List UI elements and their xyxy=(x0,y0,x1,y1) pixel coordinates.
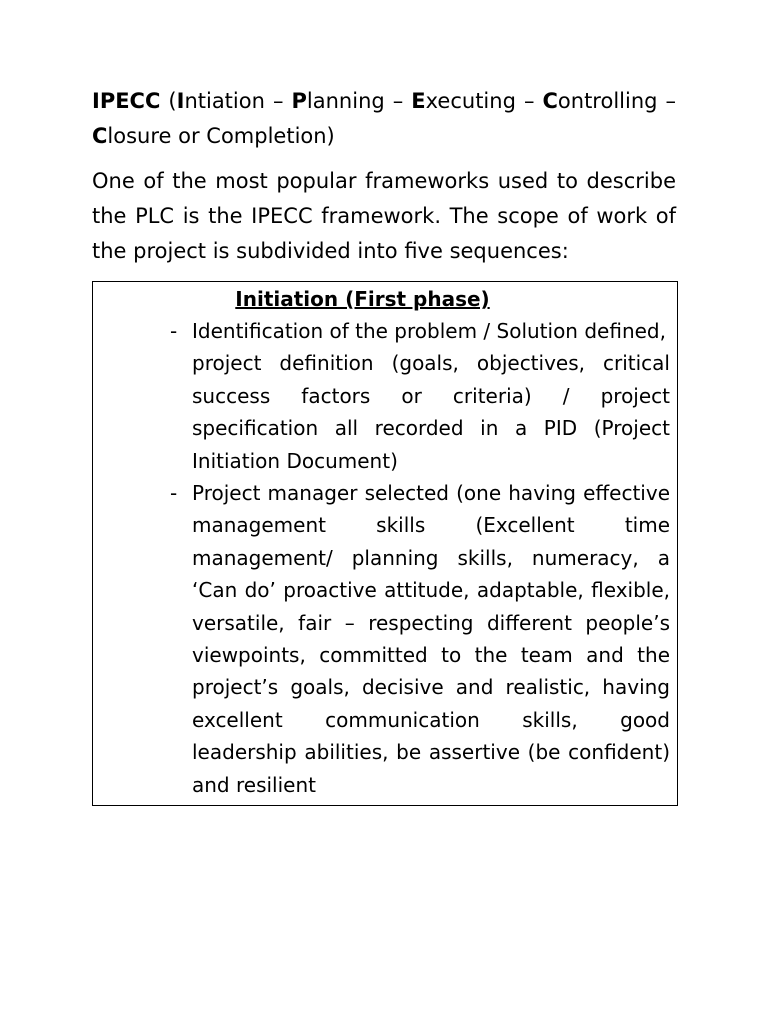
acronym: IPECC xyxy=(92,89,161,113)
phase-controlling: ontrolling xyxy=(557,89,658,113)
bullet-list xyxy=(100,315,670,801)
document-page xyxy=(92,84,676,806)
box-title: Initiation (First phase) xyxy=(235,287,490,311)
separator: – xyxy=(384,89,412,113)
list-item xyxy=(170,477,670,801)
dash-marker: - xyxy=(170,481,178,506)
phase-closure: losure or Completion) xyxy=(107,124,335,148)
letter-c1: C xyxy=(542,89,558,113)
dash-marker: - xyxy=(170,319,178,343)
phase-executing: xecuting xyxy=(425,89,516,113)
intro-paragraph: One of the most popular frameworks used to describe the PLC is the IPECC framework. The scope of work of the project is subdivided into five sequences: xyxy=(92,169,676,263)
phase-planning: lanning xyxy=(306,89,385,113)
separator: – xyxy=(264,89,292,113)
letter-p: P xyxy=(291,89,307,113)
separator: – xyxy=(515,89,543,113)
open-paren: ( xyxy=(160,89,177,113)
list-item-text: Identification of the problem / Solution defined, xyxy=(192,319,666,343)
phase-initiation: ntiation xyxy=(184,89,265,113)
letter-c2: C xyxy=(92,124,108,148)
initiation-box xyxy=(92,281,678,806)
letter-e: E xyxy=(411,89,426,113)
framework-heading xyxy=(92,84,676,154)
list-item-text: project definition (goals, objectives, critical success factors or criteria) / project specification all recorded in a PID (Project Initiation Document) xyxy=(192,351,670,473)
list-item-text: Project manager selected (one having effective management skills (Excellent time management/ planning skills, numeracy, a ‘Can do’ proactive attitude, adaptable, flexible, versatile, fair – respecting different people’s viewpoints, committed to the team and the project’s goals, decisive and realistic, having excellent communication skills, good leadership abilities, be assertive (be confident) and resilient xyxy=(192,481,670,797)
letter-i: I xyxy=(176,89,185,113)
separator: – xyxy=(657,89,677,113)
list-item xyxy=(170,315,670,477)
